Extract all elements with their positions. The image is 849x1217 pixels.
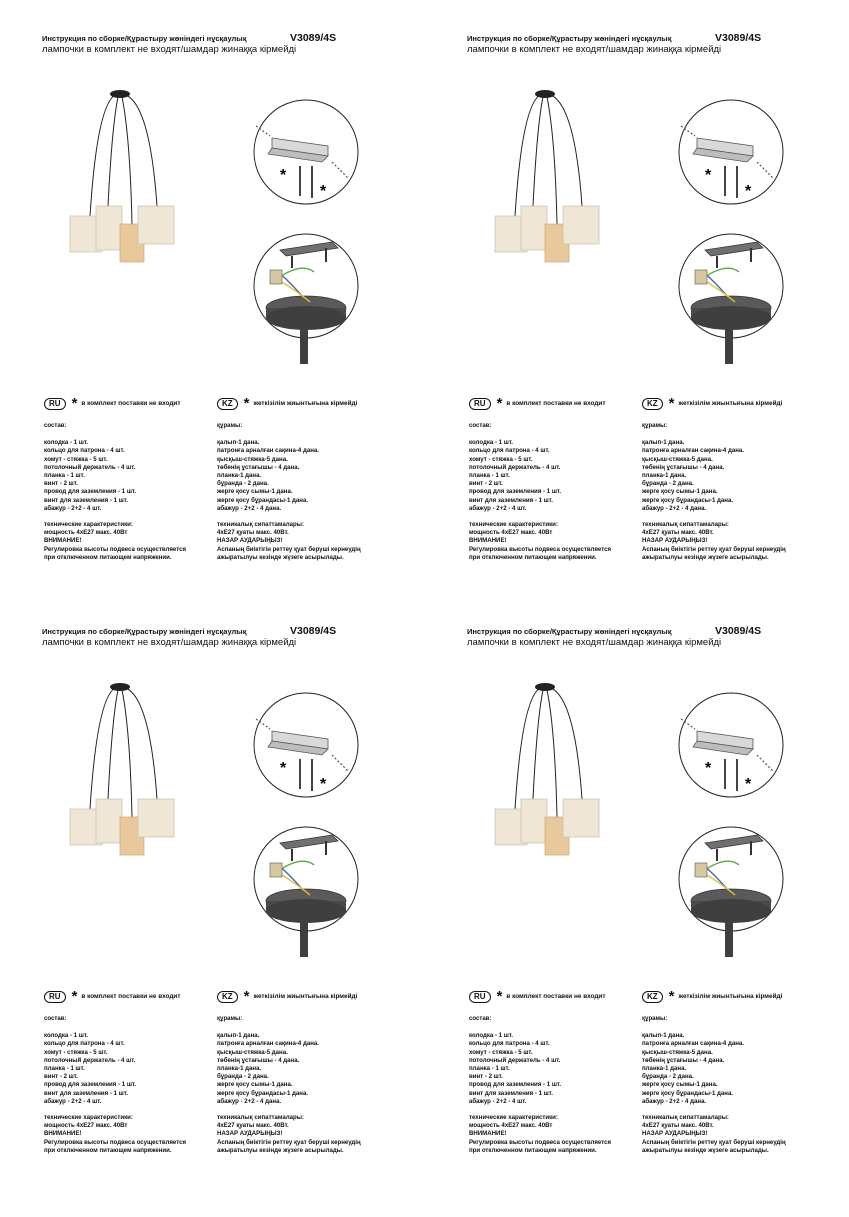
list-item: патронға арналған сақина-4 дана. (217, 1040, 320, 1048)
list-item: хомут - стяжка - 5 шт. (44, 455, 108, 463)
bracket-detail-circle (254, 693, 358, 797)
kz-star: * (668, 987, 675, 1005)
ru-star: * (496, 987, 503, 1005)
kz-power: 4xE27 қуаты макс. 40Вт. (217, 529, 289, 537)
kz-contents-label: құрамы: (642, 422, 668, 429)
list-item: потолочный держатель - 4 шт. (469, 1056, 561, 1064)
ru-items-list (469, 1032, 659, 1106)
kz-warning: НАЗАР АУДАРЫҢЫЗ! (642, 1130, 708, 1138)
list-item: жерге қосу бұрандасы-1 дана. (217, 1089, 309, 1097)
kz-contents-label: құрамы: (217, 1015, 243, 1022)
assembly-illustration (467, 659, 849, 1009)
assembly-illustration (467, 66, 849, 416)
ru-contents-label: состав: (44, 422, 67, 429)
list-item: планка - 1 шт. (469, 472, 510, 480)
list-item: провод для заземления - 1 шт. (469, 1081, 562, 1089)
kz-note: жеткізілім жиынтығына кірмейді (678, 992, 783, 1000)
list-item: планка-1 дана. (642, 472, 687, 480)
shade-2 (521, 799, 547, 843)
pendant-lamp-drawing (70, 90, 174, 262)
list-item: бұранда - 2 дана. (642, 480, 694, 488)
ru-tech-label: технические характеристики: (44, 1114, 133, 1122)
kz-column (217, 987, 407, 1155)
ru-warning: ВНИМАНИЕ! (44, 537, 82, 545)
ru-power: мощность 4xE27 макс. 40Вт (469, 1122, 553, 1130)
kz-warning: НАЗАР АУДАРЫҢЫЗ! (642, 537, 708, 545)
kz-note: жеткізілім жиынтығына кірмейді (678, 399, 783, 407)
kz-contents-label: құрамы: (642, 1015, 668, 1022)
list-item: қалып-1 дана. (642, 1032, 685, 1040)
ru-tech-label: технические характеристики: (469, 1114, 558, 1122)
list-item: кольцо для патрона - 4 шт. (469, 447, 550, 455)
kz-star: * (243, 987, 250, 1005)
list-item: абажур - 2+2 - 4 дана. (217, 1097, 282, 1105)
ru-contents-label: состав: (469, 422, 492, 429)
kz-note: жеткізілім жиынтығына кірмейді (253, 399, 358, 407)
model-code: V3089/4S (715, 32, 762, 44)
kz-badge: KZ (642, 398, 663, 410)
ru-note: в комплект поставки не входит (81, 399, 181, 407)
list-item: кольцо для патрона - 4 шт. (44, 1040, 125, 1048)
shade-2 (521, 206, 547, 250)
list-item: абажур - 2+2 - 4 шт. (469, 504, 527, 512)
shade-4 (138, 206, 174, 244)
list-item: планка-1 дана. (642, 1065, 687, 1073)
list-item: винт - 2 шт. (469, 480, 503, 488)
instruction-sheet-bottom-left (42, 627, 454, 1217)
ru-items-list (469, 439, 659, 513)
list-item: бұранда - 2 дана. (217, 480, 269, 488)
assembly-illustration (42, 659, 454, 1009)
list-item: абажур - 2+2 - 4 дана. (642, 1097, 707, 1105)
shade-4 (563, 799, 599, 837)
title-line-1: Инструкция по сборке/Құрастыру жөніндегі нұсқаулық (42, 627, 247, 636)
ru-warning-text: при отключенном питающем напряжении. (469, 553, 597, 561)
kz-tech-block (217, 1114, 407, 1155)
ru-warning-text: Регулировка высоты подвеса осуществляется (44, 545, 187, 553)
ru-warning-text: Регулировка высоты подвеса осуществляется (469, 1138, 612, 1146)
ru-tech-label: технические характеристики: (469, 521, 558, 529)
list-item: қалып-1 дана. (217, 1032, 260, 1040)
title-line-1: Инструкция по сборке/Құрастыру жөніндегі нұсқаулық (42, 34, 247, 43)
list-item: винт для заземления - 1 шт. (44, 1089, 128, 1097)
list-item: колодка - 1 шт. (44, 1032, 88, 1040)
list-item: потолочный держатель - 4 шт. (44, 463, 136, 471)
list-item: патронға арналған сақина-4 дана. (642, 447, 745, 455)
ru-note: в комплект поставки не входит (81, 992, 181, 1000)
ru-badge: RU (469, 991, 491, 1003)
canopy-detail-circle (254, 234, 358, 364)
ru-contents-label: состав: (44, 1015, 67, 1022)
bracket-star-left: * (280, 167, 287, 184)
list-item: провод для заземления - 1 шт. (44, 1081, 137, 1089)
kz-contents-label: құрамы: (217, 422, 243, 429)
list-item: планка-1 дана. (217, 472, 262, 480)
list-item: колодка - 1 шт. (469, 439, 513, 447)
title-line-2: лампочки в комплект не входят/шамдар жинаққа кірмейді (42, 44, 297, 55)
shade-2 (96, 206, 122, 250)
ru-tech-block (44, 1114, 234, 1155)
kz-warning-text: ажыратылуы кезінде жүзеге асырылады. (642, 553, 769, 561)
list-item: қысқыш-стяжка-5 дана. (217, 455, 288, 463)
list-item: абажур - 2+2 - 4 дана. (217, 504, 282, 512)
ru-warning-text: Регулировка высоты подвеса осуществляется (44, 1138, 187, 1146)
list-item: жерге қосу сымы-1 дана. (217, 1081, 293, 1089)
list-item: абажур - 2+2 - 4 дана. (642, 504, 707, 512)
ru-column (44, 987, 234, 1155)
kz-items-list (217, 1032, 407, 1106)
ru-warning: ВНИМАНИЕ! (44, 1130, 82, 1138)
list-item: хомут - стяжка - 5 шт. (44, 1048, 108, 1056)
list-item: кольцо для патрона - 4 шт. (469, 1040, 550, 1048)
list-item: қалып-1 дана. (642, 439, 685, 447)
assembly-illustration (42, 66, 454, 416)
list-item: жерге қосу сымы-1 дана. (642, 488, 718, 496)
bracket-star-right: * (745, 776, 752, 793)
shade-4 (563, 206, 599, 244)
ru-badge: RU (469, 398, 491, 410)
list-item: бұранда - 2 дана. (217, 1073, 269, 1081)
pendant-lamp-drawing (495, 90, 599, 262)
title-line-1: Инструкция по сборке/Құрастыру жөніндегі нұсқаулық (467, 34, 672, 43)
list-item: жерге қосу сымы-1 дана. (642, 1081, 718, 1089)
shade-4 (138, 799, 174, 837)
kz-note: жеткізілім жиынтығына кірмейді (253, 992, 358, 1000)
list-item: планка-1 дана. (217, 1065, 262, 1073)
bracket-detail-circle (679, 693, 783, 797)
list-item: винт для заземления - 1 шт. (469, 1089, 553, 1097)
bracket-detail-circle (254, 100, 358, 204)
instruction-sheet-top-left (42, 34, 454, 624)
list-item: планка - 1 шт. (44, 1065, 85, 1073)
bracket-star-left: * (705, 167, 712, 184)
bracket-star-right: * (745, 183, 752, 200)
ru-star: * (71, 394, 78, 412)
model-code: V3089/4S (290, 32, 337, 44)
kz-warning: НАЗАР АУДАРЫҢЫЗ! (217, 1130, 283, 1138)
ru-warning-text: при отключенном питающем напряжении. (469, 1146, 597, 1154)
kz-warning-text: ажыратылуы кезінде жүзеге асырылады. (217, 553, 344, 561)
ru-warning-text: при отключенном питающем напряжении. (44, 1146, 172, 1154)
list-item: қалып-1 дана. (217, 439, 260, 447)
kz-warning-text: Аспаның биіктігін реттеу қуат беруші кернеудің (217, 545, 361, 553)
list-item: винт - 2 шт. (469, 1073, 503, 1081)
ru-items-list (44, 439, 234, 513)
list-item: потолочный держатель - 4 шт. (469, 463, 561, 471)
pendant-lamp-drawing (495, 683, 599, 855)
list-item: патронға арналған сақина-4 дана. (642, 1040, 745, 1048)
kz-column (642, 987, 832, 1155)
kz-warning-text: Аспаның биіктігін реттеу қуат беруші кернеудің (642, 1138, 786, 1146)
kz-warning: НАЗАР АУДАРЫҢЫЗ! (217, 537, 283, 545)
kz-badge: KZ (217, 991, 238, 1003)
ru-warning-text: при отключенном питающем напряжении. (44, 553, 172, 561)
list-item: жерге қосу бұрандасы-1 дана. (642, 1089, 734, 1097)
ru-star: * (496, 394, 503, 412)
list-item: потолочный держатель - 4 шт. (44, 1056, 136, 1064)
ru-warning: ВНИМАНИЕ! (469, 537, 507, 545)
list-item: провод для заземления - 1 шт. (469, 488, 562, 496)
list-item: патронға арналған сақина-4 дана. (217, 447, 320, 455)
list-item: қысқыш-стяжка-5 дана. (642, 1048, 713, 1056)
kz-tech-block (642, 1114, 832, 1155)
ru-warning: ВНИМАНИЕ! (469, 1130, 507, 1138)
canopy-detail-circle (679, 234, 783, 364)
ru-note: в комплект поставки не входит (506, 992, 606, 1000)
list-item: провод для заземления - 1 шт. (44, 488, 137, 496)
kz-badge: KZ (642, 991, 663, 1003)
kz-items-list (642, 439, 832, 513)
list-item: колодка - 1 шт. (44, 439, 88, 447)
canopy-detail-circle (679, 827, 783, 957)
list-item: жерге қосу бұрандасы-1 дана. (642, 496, 734, 504)
instruction-sheet-bottom-right (467, 627, 849, 1217)
bracket-star-right: * (320, 183, 327, 200)
title-line-2: лампочки в комплект не входят/шамдар жинаққа кірмейді (467, 637, 722, 648)
list-item: абажур - 2+2 - 4 шт. (44, 1097, 102, 1105)
list-item: абажур - 2+2 - 4 шт. (469, 1097, 527, 1105)
kz-power: 4xE27 қуаты макс. 40Вт. (642, 529, 714, 537)
list-item: планка - 1 шт. (44, 472, 85, 480)
model-code: V3089/4S (715, 625, 762, 637)
list-item: винт для заземления - 1 шт. (44, 496, 128, 504)
list-item: төбенің ұстағышы - 4 дана. (217, 1056, 300, 1064)
kz-tech-label: техникалық сипаттамалары: (217, 521, 304, 529)
kz-badge: KZ (217, 398, 238, 410)
list-item: төбенің ұстағышы - 4 дана. (217, 463, 300, 471)
list-item: төбенің ұстағышы - 4 дана. (642, 1056, 725, 1064)
ru-power: мощность 4xE27 макс. 40Вт (44, 1122, 128, 1130)
kz-tech-label: техникалық сипаттамалары: (217, 1114, 304, 1122)
ru-power: мощность 4xE27 макс. 40Вт (44, 529, 128, 537)
instruction-sheet-top-right (467, 34, 849, 624)
list-item: қысқыш-стяжка-5 дана. (642, 455, 713, 463)
bracket-star-right: * (320, 776, 327, 793)
bracket-star-left: * (705, 760, 712, 777)
ru-tech-block (469, 521, 659, 562)
list-item: төбенің ұстағышы - 4 дана. (642, 463, 725, 471)
title-line-1: Инструкция по сборке/Құрастыру жөніндегі нұсқаулық (467, 627, 672, 636)
list-item: колодка - 1 шт. (469, 1032, 513, 1040)
bracket-detail-circle (679, 100, 783, 204)
kz-tech-label: техникалық сипаттамалары: (642, 1114, 729, 1122)
ru-column (44, 394, 234, 562)
kz-tech-block (217, 521, 407, 562)
kz-power: 4xE27 қуаты макс. 40Вт. (217, 1122, 289, 1130)
kz-column (217, 394, 407, 562)
model-code: V3089/4S (290, 625, 337, 637)
ru-tech-block (44, 521, 234, 562)
list-item: планка - 1 шт. (469, 1065, 510, 1073)
kz-power: 4xE27 қуаты макс. 40Вт. (642, 1122, 714, 1130)
ru-warning-text: Регулировка высоты подвеса осуществляется (469, 545, 612, 553)
kz-column (642, 394, 832, 562)
bracket-star-left: * (280, 760, 287, 777)
kz-warning-text: ажыратылуы кезінде жүзеге асырылады. (217, 1146, 344, 1154)
kz-warning-text: ажыратылуы кезінде жүзеге асырылады. (642, 1146, 769, 1154)
list-item: жерге қосу сымы-1 дана. (217, 488, 293, 496)
list-item: жерге қосу бұрандасы-1 дана. (217, 496, 309, 504)
kz-tech-block (642, 521, 832, 562)
ru-badge: RU (44, 398, 66, 410)
ru-column (469, 394, 659, 562)
title-line-2: лампочки в комплект не входят/шамдар жинаққа кірмейді (42, 637, 297, 648)
shade-2 (96, 799, 122, 843)
ru-contents-label: состав: (469, 1015, 492, 1022)
title-line-2: лампочки в комплект не входят/шамдар жинаққа кірмейді (467, 44, 722, 55)
list-item: винт - 2 шт. (44, 1073, 78, 1081)
kz-items-list (642, 1032, 832, 1106)
list-item: хомут - стяжка - 5 шт. (469, 455, 533, 463)
ru-note: в комплект поставки не входит (506, 399, 606, 407)
list-item: кольцо для патрона - 4 шт. (44, 447, 125, 455)
kz-warning-text: Аспаның биіктігін реттеу қуат беруші кернеудің (217, 1138, 361, 1146)
ru-tech-label: технические характеристики: (44, 521, 133, 529)
canopy-detail-circle (254, 827, 358, 957)
list-item: бұранда - 2 дана. (642, 1073, 694, 1081)
kz-star: * (243, 394, 250, 412)
kz-tech-label: техникалық сипаттамалары: (642, 521, 729, 529)
list-item: винт - 2 шт. (44, 480, 78, 488)
list-item: абажур - 2+2 - 4 шт. (44, 504, 102, 512)
kz-star: * (668, 394, 675, 412)
kz-items-list (217, 439, 407, 513)
ru-power: мощность 4xE27 макс. 40Вт (469, 529, 553, 537)
kz-warning-text: Аспаның биіктігін реттеу қуат беруші кернеудің (642, 545, 786, 553)
list-item: хомут - стяжка - 5 шт. (469, 1048, 533, 1056)
ru-badge: RU (44, 991, 66, 1003)
ru-tech-block (469, 1114, 659, 1155)
pendant-lamp-drawing (70, 683, 174, 855)
list-item: винт для заземления - 1 шт. (469, 496, 553, 504)
list-item: қысқыш-стяжка-5 дана. (217, 1048, 288, 1056)
ru-column (469, 987, 659, 1155)
ru-star: * (71, 987, 78, 1005)
ru-items-list (44, 1032, 234, 1106)
